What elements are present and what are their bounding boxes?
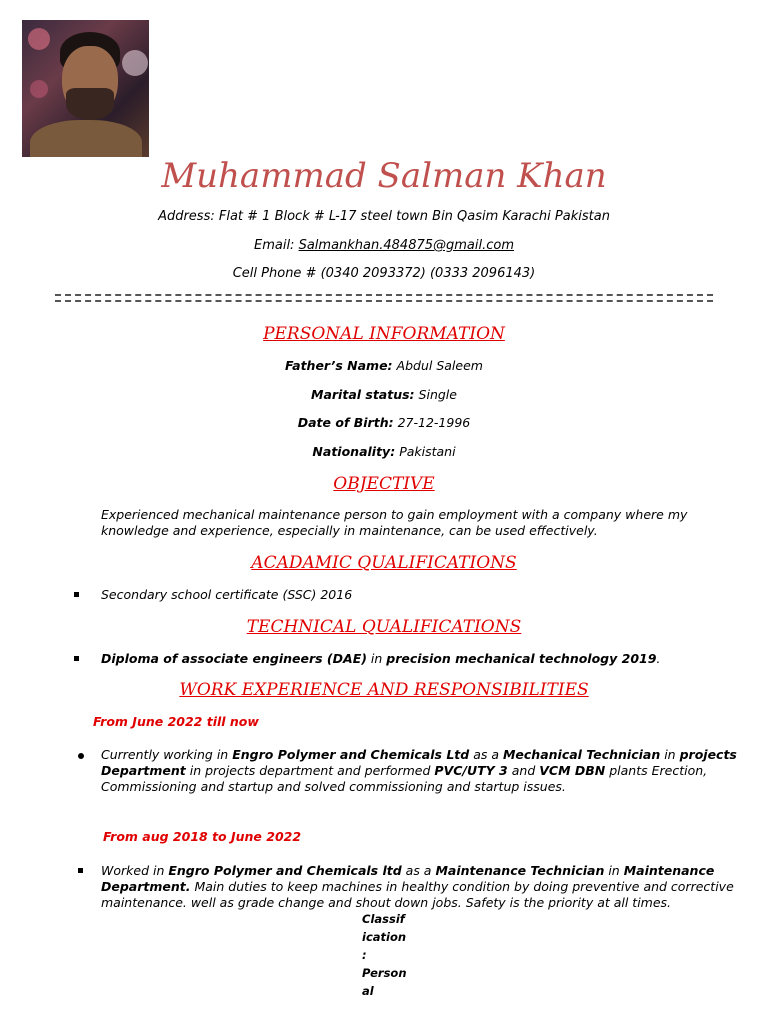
marital-status-row xyxy=(0,387,768,402)
email-line xyxy=(0,238,768,253)
job1-line xyxy=(101,763,708,779)
job-title: Mechanical Technician xyxy=(502,747,661,762)
email-link[interactable]: Salmankhan.484875@gmail.com xyxy=(298,238,515,253)
candidate-name: Muhammad Salman Khan xyxy=(161,156,607,196)
personal-info-heading: PERSONAL INFORMATION xyxy=(263,324,505,344)
classification-line: : xyxy=(362,948,367,962)
classification-line: Person xyxy=(362,966,407,980)
text-part: as a xyxy=(401,863,436,878)
text-part: as a xyxy=(469,747,503,762)
field-label: Nationality: xyxy=(312,444,396,459)
objective-heading: OBJECTIVE xyxy=(333,474,435,494)
field-label: Date of Birth: xyxy=(297,415,394,430)
classification-line: al xyxy=(362,984,374,998)
field-value: 27-12-1996 xyxy=(397,415,471,430)
job2-dates: From aug 2018 to June 2022 xyxy=(103,829,302,844)
text-part: Worked in xyxy=(101,863,169,878)
text-part: in xyxy=(660,747,680,762)
department-name: Maintenance xyxy=(623,863,715,878)
job2-line: maintenance. well as grade change and shout down jobs. Safety is the priority at all times. xyxy=(101,895,672,910)
text-part: in projects department and performed xyxy=(185,763,435,778)
classification-label xyxy=(362,910,422,1000)
profile-photo xyxy=(22,20,149,157)
department-name: Department. xyxy=(101,879,191,894)
text-part: Main duties to keep machines in healthy condition by doing preventive and corrective xyxy=(190,879,734,894)
classification-line: ication xyxy=(362,930,407,944)
address-line: Address: Flat # 1 Block # L-17 steel town Bin Qasim Karachi Pakistan xyxy=(158,209,610,224)
objective-text xyxy=(101,507,701,539)
academic-item: Secondary school certificate (SSC) 2016 xyxy=(101,587,353,602)
text-part: . xyxy=(656,651,661,666)
diploma-field: precision mechanical technology 2019 xyxy=(386,651,657,666)
fathers-name-row xyxy=(0,358,768,373)
field-value: Pakistani xyxy=(399,444,456,459)
job-title: Maintenance Technician xyxy=(435,863,605,878)
job2-line xyxy=(101,863,715,879)
academic-heading: ACADAMIC QUALIFICATIONS xyxy=(251,553,517,573)
divider xyxy=(55,294,713,302)
field-value: Abdul Saleem xyxy=(396,358,483,373)
job1-line xyxy=(101,747,737,763)
text-part: in xyxy=(604,863,624,878)
department-name: Department xyxy=(101,763,186,778)
technical-item xyxy=(101,651,660,667)
bullet-icon xyxy=(78,753,84,759)
text-part: plants Erection, xyxy=(605,763,708,778)
bullet-icon xyxy=(74,656,79,661)
job1-description xyxy=(101,747,737,795)
department-name: projects xyxy=(679,747,737,762)
phone-line: Cell Phone # (0340 2093372) (0333 2096143) xyxy=(232,266,536,281)
job1-line: Commissioning and startup and solved commissioning and startup issues. xyxy=(101,779,566,794)
field-value: Single xyxy=(418,387,457,402)
objective-line: knowledge and experience, especially in maintenance, can be used effectively. xyxy=(101,523,598,538)
experience-heading: WORK EXPERIENCE AND RESPONSIBILITIES xyxy=(179,680,589,700)
job2-description xyxy=(101,863,734,911)
text-part: in xyxy=(366,651,387,666)
plant-name: PVC/UTY 3 xyxy=(434,763,508,778)
text-part: and xyxy=(507,763,540,778)
company-name: Engro Polymer and Chemicals ltd xyxy=(168,863,402,878)
text-part: Currently working in xyxy=(101,747,233,762)
objective-line: Experienced mechanical maintenance person to gain employment with a company where my xyxy=(101,507,688,522)
plant-name: VCM DBN xyxy=(539,763,606,778)
field-label: Father’s Name: xyxy=(285,358,393,373)
job2-line xyxy=(101,879,734,895)
field-label: Marital status: xyxy=(311,387,415,402)
bullet-icon xyxy=(78,868,83,873)
bullet-icon xyxy=(74,592,79,597)
job1-dates: From June 2022 till now xyxy=(93,714,259,729)
classification-line: Classif xyxy=(362,912,405,926)
email-label: Email: xyxy=(253,238,295,253)
nationality-row xyxy=(0,444,768,459)
company-name: Engro Polymer and Chemicals Ltd xyxy=(232,747,470,762)
technical-heading: TECHNICAL QUALIFICATIONS xyxy=(246,617,522,637)
diploma-name: Diploma of associate engineers (DAE) xyxy=(101,651,367,666)
date-of-birth-row xyxy=(0,415,768,430)
